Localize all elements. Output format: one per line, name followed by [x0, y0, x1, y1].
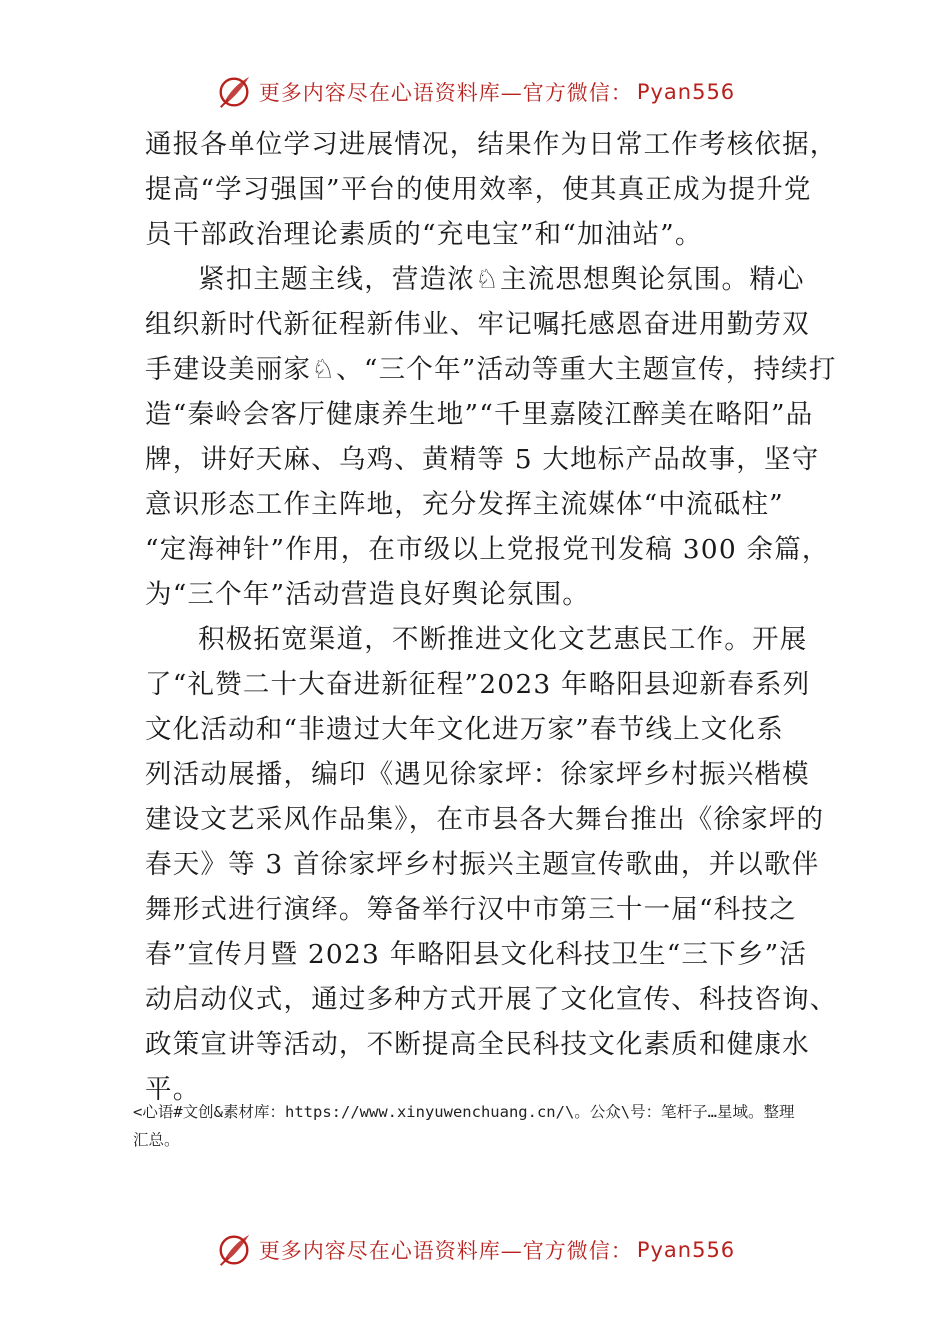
banner-brand-text: 更多内容尽在心语资料库—官方微信： — [258, 1239, 633, 1263]
paragraph-3 — [145, 617, 838, 1112]
text-line: 了“礼赞二十大奋进新征程”2023 年略阳县迎新春系列 — [145, 669, 811, 700]
text-line: 列活动展播，编印《遇见徐家坪：徐家坪乡村振兴楷模 — [145, 759, 810, 790]
source-note — [133, 1098, 833, 1154]
document-body — [145, 122, 838, 1112]
text-line: 舞形式进行演绎。筹备举行汉中市第三十一届“科技之 — [145, 894, 797, 925]
quill-logo-icon — [215, 1231, 253, 1269]
text-line: 员干部政治理论素质的“充电宝”和“加油站”。 — [145, 219, 703, 250]
source-note-line: 汇总。 — [133, 1131, 180, 1149]
banner-brand-text: 更多内容尽在心语资料库—官方微信： — [258, 81, 633, 105]
paragraph-2 — [145, 257, 837, 617]
text-line: 春”宣传月暨 2023 年略阳县文化科技卫生“三下乡”活 — [145, 939, 808, 970]
text-line: 春天》等 3 首徐家坪乡村振兴主题宣传歌曲，并以歌伴 — [145, 849, 820, 880]
banner-wechat-id: Pyan556 — [636, 1238, 736, 1262]
quill-logo-icon — [215, 73, 253, 111]
text-line: “定海神针”作用，在市级以上党报党刊发稿 300 余篇， — [145, 534, 830, 565]
text-line: 政策宣讲等活动，不断提高全民科技文化素质和健康水 — [145, 1029, 810, 1060]
text-line: 牌，讲好天麻、乌鸡、黄精等 5 大地标产品故事，坚守 — [145, 444, 820, 475]
header-banner — [0, 70, 950, 114]
text-line: 积极拓宽渠道，不断推进文化文艺惠民工作。开展 — [198, 624, 808, 655]
text-line: 建设文艺采风作品集》，在市县各大舞台推出《徐家坪的 — [145, 804, 825, 835]
text-line: 紧扣主题主线，营造浓♘主流思想舆论氛围。精心 — [198, 264, 805, 295]
text-line: 组织新时代新征程新伟业、牢记嘱托感恩奋进用勤劳双 — [145, 309, 810, 340]
text-line: 动启动仪式，通过多种方式开展了文化宣传、科技咨询、 — [145, 984, 838, 1015]
text-line: 文化活动和“非遗过大年文化进万家”春节线上文化系 — [145, 714, 784, 745]
text-line: 为“三个年”活动营造良好舆论氛围。 — [145, 579, 590, 610]
text-line: 造“秦岭会客厅健康养生地”“千里嘉陵江醉美在略阳”品 — [145, 399, 814, 430]
banner-wechat-id: Pyan556 — [636, 80, 736, 104]
text-line: 意识形态工作主阵地，充分发挥主流媒体“中流砥柱” — [145, 489, 784, 520]
text-line: 手建设美丽家♘、“三个年”活动等重大主题宣传，持续打 — [145, 354, 837, 385]
text-line: 平。 — [145, 1074, 201, 1105]
text-line: 提高“学习强国”平台的使用效率，使其真正成为提升党 — [145, 174, 812, 205]
paragraph-1 — [145, 122, 838, 257]
text-line: 通报各单位学习进展情况，结果作为日常工作考核依据， — [145, 129, 838, 160]
source-note-line: <心语#文创&素材库：https://www.xinyuwenchuang.cn/\。公众\号：笔杆子…星域。整理 — [133, 1103, 795, 1121]
footer-banner — [0, 1228, 950, 1272]
